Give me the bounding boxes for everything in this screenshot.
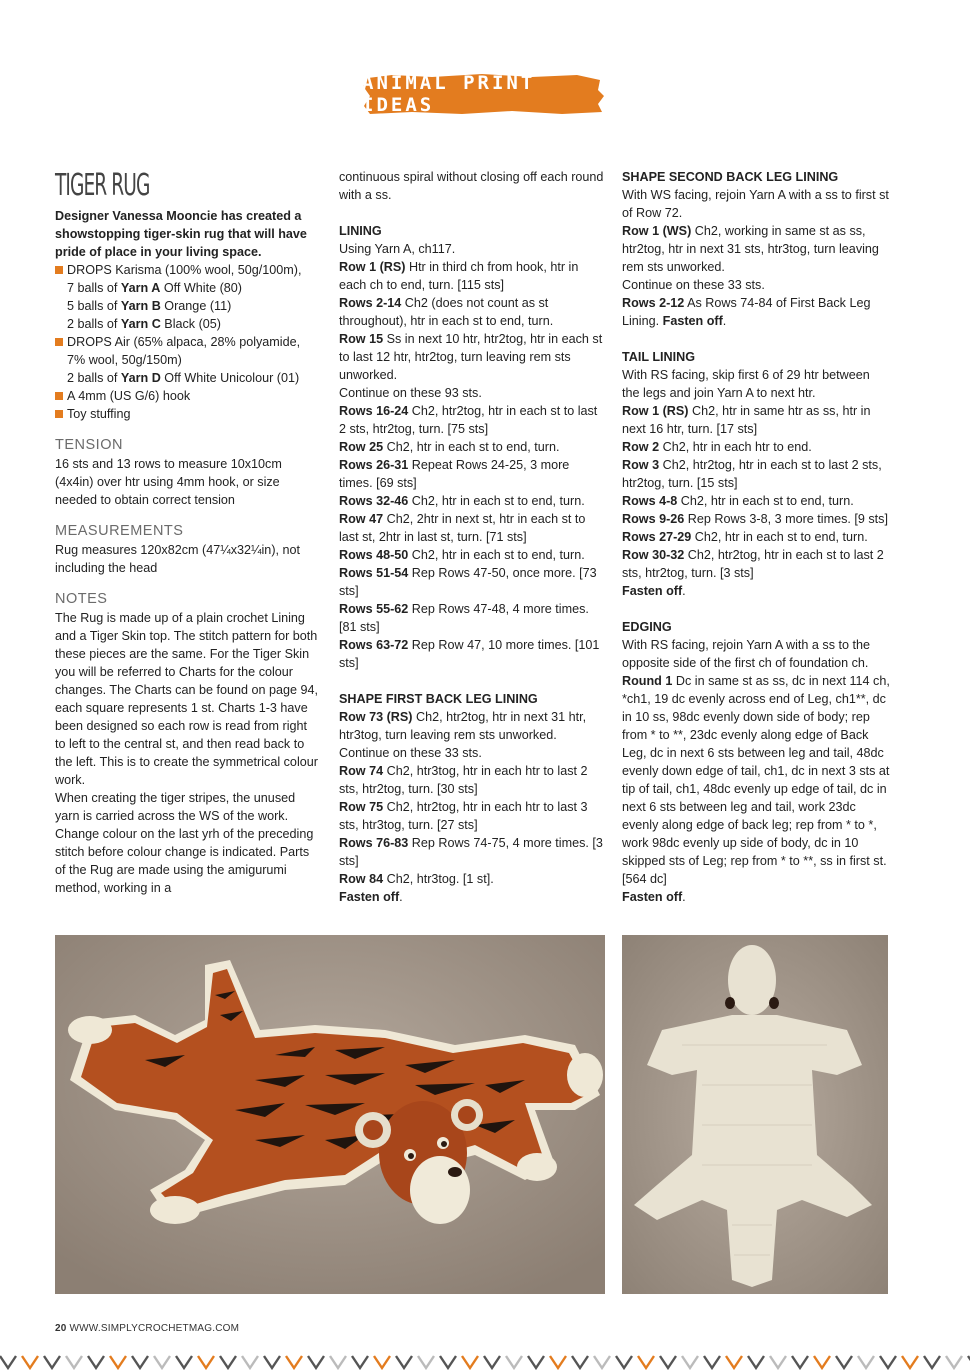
material-item: DROPS Karisma (100% wool, 50g/100m), bbox=[55, 261, 320, 279]
measurements-heading: MEASUREMENTS bbox=[55, 523, 184, 539]
pattern-row: Row 30-32 Ch2, htr2tog, htr in each st to last 2 sts, htr2tog, turn. [3 sts] bbox=[622, 548, 884, 580]
material-yarn-a: 7 balls of Yarn A Off White (80) bbox=[67, 281, 242, 295]
tail-lining-heading: TAIL LINING bbox=[622, 350, 695, 364]
zigzag-segment bbox=[286, 1356, 302, 1368]
pattern-row: Rows 16-24 Ch2, htr2tog, htr in each st to last 2 sts, htr2tog, turn. [75 sts] bbox=[339, 404, 598, 436]
pattern-row: Rows 4-8 Ch2, htr in each st to end, turn. bbox=[622, 494, 854, 508]
pattern-row: Row 74 Ch2, htr3tog, htr in each htr to last 2 sts, htr2tog, turn. [30 sts] bbox=[339, 764, 588, 796]
tiger-rug-photo bbox=[55, 935, 605, 1294]
pattern-row: Row 3 Ch2, htr2tog, htr in each st to last 2 sts, htr2tog, turn. [15 sts] bbox=[622, 458, 882, 490]
pattern-row: Rows 55-62 Rep Rows 47-48, 4 more times. [81 sts] bbox=[339, 602, 589, 634]
pattern-row: Round 1 Dc in same st as ss, dc in next 114 ch, *ch1, 19 dc evenly across end of Leg, ch1**, dc in 10 ss, 98dc evenly down side of body; rep from * to **, 23dc evenly along edge of Back Leg, dc in next 6 sts between leg and tail, 48dc evenly down edge of tail, ch1, dc in next 3 sts at tip of tail, ch1, 48dc evenly up edge of tail, dc in next 6 sts between leg and tail, work 23dc evenly along edge of back leg; rep from * to *, work 98dc evenly up side of body, dc in 10 skipped sts of Leg; rep from * to **, ss in first st. [564 dc] bbox=[622, 674, 890, 886]
zigzag-segment bbox=[330, 1356, 346, 1368]
material-yarn-c: 2 balls of Yarn C Black (05) bbox=[67, 317, 222, 331]
material-yarn-b: 5 balls of Yarn B Orange (11) bbox=[67, 299, 232, 313]
second-back-leg-intro: With WS facing, rejoin Yarn A with a ss to first st of Row 72. bbox=[622, 188, 889, 220]
pattern-row: Row 2 Ch2, htr in each htr to end. bbox=[622, 440, 812, 454]
continue-text: Continue on these 33 sts. bbox=[622, 278, 765, 292]
zigzag-border-decoration bbox=[0, 1352, 970, 1372]
notes-paragraph: The Rug is made up of a plain crochet Lining and a Tiger Skin top. The stitch pattern for both these pieces are the same. For the Tiger Skin you will be referred to Charts for the colour changes. The Charts can be found on page 94, each square represents 1 st. Charts 1-3 have been designed so each row is read from right to left to the central st, and then read back to the left. This is to create the symmetrical colour work. bbox=[55, 611, 319, 787]
column-1 bbox=[55, 168, 320, 897]
zigzag-segment bbox=[946, 1356, 962, 1368]
zigzag-segment bbox=[748, 1356, 764, 1368]
pattern-row: Continue on these 93 sts. bbox=[339, 386, 482, 400]
zigzag-segment bbox=[858, 1356, 874, 1368]
tiger-rug-illustration bbox=[55, 935, 605, 1294]
pattern-row: Row 84 Ch2, htr3tog. [1 st]. bbox=[339, 872, 494, 886]
zigzag-segment bbox=[198, 1356, 214, 1368]
continued-text: continuous spiral without closing off each round with a ss. bbox=[339, 170, 604, 202]
pattern-row: Row 15 Ss in next 10 htr, htr2tog, htr in each st to last 12 htr, htr2tog, turn leaving rem sts unworked. bbox=[339, 332, 603, 382]
pattern-row: Row 1 (RS) Ch2, htr in same htr as ss, htr in next 16 htr, turn. [17 sts] bbox=[622, 404, 871, 436]
zigzag-segment bbox=[0, 1356, 16, 1368]
pattern-row: Row 1 (WS) Ch2, working in same st as ss, htr2tog, htr in next 31 sts, htr3tog, turn leaving rem sts unworked. bbox=[622, 224, 879, 274]
tension-text: 16 sts and 13 rows to measure 10x10cm (4x4in) over htr using 4mm hook, or size needed to obtain correct tension bbox=[55, 457, 282, 507]
zigzag-segment bbox=[440, 1356, 456, 1368]
pattern-row: Rows 9-26 Rep Rows 3-8, 3 more times. [9 sts] bbox=[622, 512, 888, 526]
edging-heading: EDGING bbox=[622, 620, 672, 634]
zigzag-segment bbox=[242, 1356, 258, 1368]
materials-list bbox=[55, 261, 320, 423]
lining-intro: Using Yarn A, ch117. bbox=[339, 242, 456, 256]
pattern-row: Rows 2-14 Ch2 (does not count as st throughout), htr in each st to end, turn. bbox=[339, 296, 554, 328]
measurements-text: Rug measures 120x82cm (47¼x32¼in), not including the head bbox=[55, 543, 301, 575]
notes-paragraph: When creating the tiger stripes, the unused yarn is carried across the WS of the work. Change colour on the last yrh of the preceding stitch before colour change is indicated. Parts of the Rug are made using the amigurumi method, working in a bbox=[55, 791, 314, 895]
footer-url: WWW.SIMPLYCROCHETMAG.COM bbox=[69, 1323, 240, 1334]
fasten-off: Fasten off. bbox=[622, 584, 686, 598]
zigzag-segment bbox=[176, 1356, 192, 1368]
material-item-cont: 7% wool, 50g/150m) bbox=[67, 353, 182, 367]
zigzag-segment bbox=[594, 1356, 610, 1368]
pattern-row: Continue on these 33 sts. bbox=[339, 746, 482, 760]
pattern-row: Row 25 Ch2, htr in each st to end, turn. bbox=[339, 440, 560, 454]
zigzag-segment bbox=[22, 1356, 38, 1368]
tension-heading: TENSION bbox=[55, 437, 123, 453]
material-item: A 4mm (US G/6) hook bbox=[55, 387, 320, 405]
zigzag-segment bbox=[88, 1356, 104, 1368]
zigzag-segment bbox=[638, 1356, 654, 1368]
zigzag-segment bbox=[506, 1356, 522, 1368]
notes-heading: NOTES bbox=[55, 591, 108, 607]
pattern-row: Row 47 Ch2, 2htr in next st, htr in each st to last st, 2htr in last st, turn. [71 sts] bbox=[339, 512, 586, 544]
page-number: 20 bbox=[55, 1323, 67, 1334]
zigzag-segment bbox=[396, 1356, 412, 1368]
zigzag-segment bbox=[154, 1356, 170, 1368]
section-banner bbox=[362, 72, 606, 116]
edging-intro: With RS facing, rejoin Yarn A with a ss to the opposite side of the first ch of foundation ch. bbox=[622, 638, 871, 670]
zigzag-segment bbox=[132, 1356, 148, 1368]
banner-title: ANIMAL PRINT IDEAS bbox=[362, 72, 536, 116]
pattern-row: Rows 76-83 Rep Rows 74-75, 4 more times. [3 sts] bbox=[339, 836, 603, 868]
zigzag-segment bbox=[308, 1356, 324, 1368]
zigzag-segment bbox=[616, 1356, 632, 1368]
zigzag-segment bbox=[880, 1356, 896, 1368]
material-item: DROPS Air (65% alpaca, 28% polyamide, bbox=[55, 333, 320, 351]
column-2 bbox=[339, 168, 605, 906]
fasten-off: Fasten off. bbox=[622, 890, 686, 904]
zigzag-segment bbox=[682, 1356, 698, 1368]
zigzag-segment bbox=[726, 1356, 742, 1368]
zigzag-segment bbox=[902, 1356, 918, 1368]
pattern-row: Row 73 (RS) Ch2, htr2tog, htr in next 31 htr, htr3tog, turn leaving rem sts unworked. bbox=[339, 710, 587, 742]
pattern-row: Rows 51-54 Rep Rows 47-50, once more. [73 sts] bbox=[339, 566, 597, 598]
zigzag-segment bbox=[484, 1356, 500, 1368]
article-intro: Designer Vanessa Mooncie has created a showstopping tiger-skin rug that will have pride of place in your living space. bbox=[55, 209, 307, 259]
zigzag-segment bbox=[462, 1356, 478, 1368]
rug-lining-photo bbox=[622, 935, 888, 1294]
zigzag-segment bbox=[550, 1356, 566, 1368]
zigzag-segment bbox=[836, 1356, 852, 1368]
zigzag-segment bbox=[770, 1356, 786, 1368]
material-item: Toy stuffing bbox=[55, 405, 320, 423]
zigzag-segment bbox=[924, 1356, 940, 1368]
lining-rows bbox=[339, 258, 605, 672]
pattern-row: Rows 27-29 Ch2, htr in each st to end, turn. bbox=[622, 530, 868, 544]
pattern-row: Rows 26-31 Repeat Rows 24-25, 3 more times. [69 sts] bbox=[339, 458, 570, 490]
tail-intro: With RS facing, skip first 6 of 29 htr between the legs and join Yarn A to next htr. bbox=[622, 368, 870, 400]
pattern-row: Rows 2-12 As Rows 74-84 of First Back Leg Lining. Fasten off. bbox=[622, 296, 871, 328]
back-leg-rows bbox=[339, 708, 605, 888]
pattern-row: Rows 48-50 Ch2, htr in each st to end, turn. bbox=[339, 548, 585, 562]
pattern-row: Rows 63-72 Rep Row 47, 10 more times. [101 sts] bbox=[339, 638, 600, 670]
lining-heading: LINING bbox=[339, 224, 382, 238]
column-3 bbox=[622, 168, 890, 906]
fasten-off: Fasten off. bbox=[339, 890, 403, 904]
first-back-leg-heading: SHAPE FIRST BACK LEG LINING bbox=[339, 692, 538, 706]
zigzag-segment bbox=[44, 1356, 60, 1368]
zigzag-segment bbox=[792, 1356, 808, 1368]
zigzag-segment bbox=[660, 1356, 676, 1368]
zigzag-segment bbox=[352, 1356, 368, 1368]
article-title: TIGER RUG bbox=[55, 168, 150, 203]
pattern-row: Rows 32-46 Ch2, htr in each st to end, turn. bbox=[339, 494, 585, 508]
zigzag-segment bbox=[374, 1356, 390, 1368]
zigzag-segment bbox=[110, 1356, 126, 1368]
pattern-row: Row 1 (RS) Htr in third ch from hook, htr in each ch to end, turn. [115 sts] bbox=[339, 260, 579, 292]
zigzag-segment bbox=[220, 1356, 236, 1368]
page-footer bbox=[55, 1323, 239, 1334]
rug-lining-illustration bbox=[622, 935, 888, 1294]
material-yarn-d: 2 balls of Yarn D Off White Unicolour (01) bbox=[67, 371, 300, 385]
second-back-leg-heading: SHAPE SECOND BACK LEG LINING bbox=[622, 170, 839, 184]
zigzag-segment bbox=[66, 1356, 82, 1368]
pattern-row: Row 75 Ch2, htr2tog, htr in each htr to last 3 sts, htr3tog, turn. [27 sts] bbox=[339, 800, 588, 832]
zigzag-segment bbox=[814, 1356, 830, 1368]
zigzag-segment bbox=[528, 1356, 544, 1368]
zigzag-segment bbox=[418, 1356, 434, 1368]
zigzag-segment bbox=[264, 1356, 280, 1368]
zigzag-segment bbox=[704, 1356, 720, 1368]
zigzag-segment bbox=[572, 1356, 588, 1368]
